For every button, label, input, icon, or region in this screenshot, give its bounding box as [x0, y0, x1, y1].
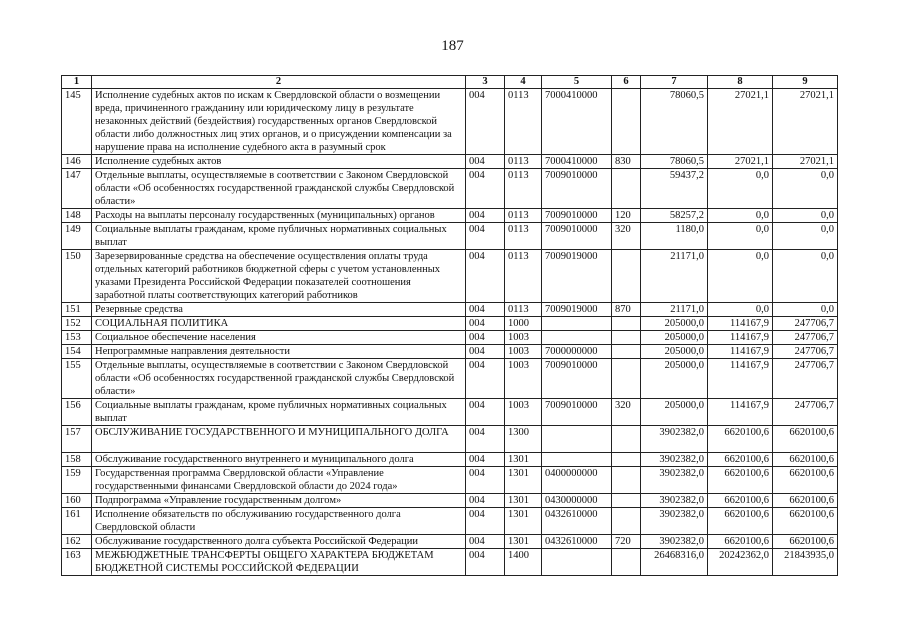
row-col-9-value: 6620100,6: [773, 467, 838, 494]
row-number: 156: [62, 399, 92, 426]
row-col-6: [612, 549, 641, 576]
row-col-6: [612, 453, 641, 467]
row-col-5: 7009019000: [542, 250, 612, 303]
row-col-6: [612, 250, 641, 303]
table-row: [62, 169, 838, 209]
table-row: [62, 549, 838, 576]
row-name: МЕЖБЮДЖЕТНЫЕ ТРАНСФЕРТЫ ОБЩЕГО ХАРАКТЕРА БЮДЖЕТАМ БЮДЖЕТНОЙ СИСТЕМЫ РОССИЙСКОЙ ФЕДЕРАЦИИ: [92, 549, 466, 576]
row-col-5: [542, 317, 612, 331]
header-col-7: 7: [641, 76, 708, 89]
row-col-9-value: 247706,7: [773, 345, 838, 359]
row-number: 152: [62, 317, 92, 331]
row-col-5: 7000000000: [542, 345, 612, 359]
row-col-8-value: 0,0: [708, 250, 773, 303]
row-col-8-value: 6620100,6: [708, 426, 773, 453]
row-number: 155: [62, 359, 92, 399]
row-number: 151: [62, 303, 92, 317]
row-col-5: [542, 549, 612, 576]
row-col-9-value: 0,0: [773, 250, 838, 303]
row-col-3: 004: [466, 250, 505, 303]
row-col-3: 004: [466, 303, 505, 317]
row-col-5: [542, 331, 612, 345]
row-col-8-value: 6620100,6: [708, 453, 773, 467]
row-col-3: 004: [466, 535, 505, 549]
row-col-6: [612, 426, 641, 453]
row-name: Социальные выплаты гражданам, кроме публичных нормативных социальных выплат: [92, 399, 466, 426]
table-row: [62, 535, 838, 549]
row-col-9-value: 6620100,6: [773, 426, 838, 453]
header-col-2: 2: [92, 76, 466, 89]
row-col-9-value: 0,0: [773, 169, 838, 209]
row-number: 159: [62, 467, 92, 494]
row-col-6: [612, 89, 641, 155]
row-col-3: 004: [466, 453, 505, 467]
row-col-9-value: 6620100,6: [773, 453, 838, 467]
row-col-7-value: 205000,0: [641, 317, 708, 331]
header-col-3: 3: [466, 76, 505, 89]
row-col-4: 1003: [505, 399, 542, 426]
row-col-9-value: 27021,1: [773, 155, 838, 169]
row-col-8-value: 114167,9: [708, 359, 773, 399]
row-col-4: 1400: [505, 549, 542, 576]
row-col-8-value: 114167,9: [708, 345, 773, 359]
row-name: Отдельные выплаты, осуществляемые в соответствии с Законом Свердловской области «Об особенностях государственной гражданской службы Свердловской области»: [92, 169, 466, 209]
row-col-5: 7009010000: [542, 223, 612, 250]
row-col-6: [612, 169, 641, 209]
row-col-8-value: 6620100,6: [708, 508, 773, 535]
row-col-7-value: 205000,0: [641, 331, 708, 345]
table-row: [62, 303, 838, 317]
row-number: 145: [62, 89, 92, 155]
table-row: [62, 155, 838, 169]
row-col-5: 7009010000: [542, 209, 612, 223]
row-col-8-value: 0,0: [708, 303, 773, 317]
row-col-5: 0432610000: [542, 508, 612, 535]
row-col-7-value: 3902382,0: [641, 494, 708, 508]
row-col-5: 0430000000: [542, 494, 612, 508]
row-col-6: [612, 345, 641, 359]
row-col-9-value: 6620100,6: [773, 508, 838, 535]
row-col-4: 0113: [505, 89, 542, 155]
header-col-5: 5: [542, 76, 612, 89]
row-col-9-value: 6620100,6: [773, 535, 838, 549]
row-col-9-value: 247706,7: [773, 359, 838, 399]
row-col-4: 0113: [505, 169, 542, 209]
row-col-8-value: 0,0: [708, 223, 773, 250]
row-name: Исполнение судебных актов по искам к Свердловской области о возмещении вреда, причиненного гражданину или юридическому лицу в результате незаконных действий (бездействия) государственных органов Свердловской области либо должностных лиц этих органов, и о присуждении компенсации за нарушение права на исполнение судебного акта в разумный срок: [92, 89, 466, 155]
row-col-3: 004: [466, 345, 505, 359]
row-name: Социальные выплаты гражданам, кроме публичных нормативных социальных выплат: [92, 223, 466, 250]
table-row: [62, 209, 838, 223]
header-col-4: 4: [505, 76, 542, 89]
row-col-5: 7009010000: [542, 359, 612, 399]
row-col-7-value: 205000,0: [641, 359, 708, 399]
row-col-6: [612, 317, 641, 331]
row-number: 161: [62, 508, 92, 535]
row-col-8-value: 6620100,6: [708, 494, 773, 508]
row-col-9-value: 0,0: [773, 303, 838, 317]
row-name: Отдельные выплаты, осуществляемые в соответствии с Законом Свердловской области «Об особенностях государственной гражданской службы Свердловской области»: [92, 359, 466, 399]
page-number: 187: [441, 38, 464, 54]
row-col-4: 1301: [505, 508, 542, 535]
row-col-7-value: 26468316,0: [641, 549, 708, 576]
header-col-6: 6: [612, 76, 641, 89]
table-row: [62, 345, 838, 359]
row-col-7-value: 78060,5: [641, 89, 708, 155]
row-name: Расходы на выплаты персоналу государственных (муниципальных) органов: [92, 209, 466, 223]
row-col-4: 1003: [505, 359, 542, 399]
row-name: Резервные средства: [92, 303, 466, 317]
row-col-4: 1003: [505, 331, 542, 345]
row-col-4: 0113: [505, 155, 542, 169]
row-col-4: 1301: [505, 494, 542, 508]
row-col-4: 1003: [505, 345, 542, 359]
row-col-9-value: 247706,7: [773, 331, 838, 345]
row-col-4: 0113: [505, 303, 542, 317]
row-col-3: 004: [466, 359, 505, 399]
row-col-4: 0113: [505, 223, 542, 250]
table-row: [62, 467, 838, 494]
row-col-4: 1301: [505, 535, 542, 549]
row-col-3: 004: [466, 467, 505, 494]
table-row: [62, 317, 838, 331]
table-row: [62, 426, 838, 453]
row-col-8-value: 0,0: [708, 169, 773, 209]
row-col-7-value: 21171,0: [641, 250, 708, 303]
row-col-6: 320: [612, 223, 641, 250]
row-name: Подпрограмма «Управление государственным долгом»: [92, 494, 466, 508]
row-col-5: 7009010000: [542, 169, 612, 209]
row-col-6: [612, 494, 641, 508]
row-col-4: 1301: [505, 453, 542, 467]
row-col-3: 004: [466, 508, 505, 535]
row-col-8-value: 20242362,0: [708, 549, 773, 576]
row-col-3: 004: [466, 426, 505, 453]
row-col-8-value: 114167,9: [708, 317, 773, 331]
row-number: 163: [62, 549, 92, 576]
row-name: Социальное обеспечение населения: [92, 331, 466, 345]
row-col-5: [542, 453, 612, 467]
row-col-7-value: 1180,0: [641, 223, 708, 250]
row-col-3: 004: [466, 89, 505, 155]
row-number: 160: [62, 494, 92, 508]
table-row: [62, 494, 838, 508]
row-col-5: 7009010000: [542, 399, 612, 426]
row-col-5: 7009019000: [542, 303, 612, 317]
row-number: 148: [62, 209, 92, 223]
row-col-5: 7000410000: [542, 155, 612, 169]
row-col-6: [612, 331, 641, 345]
row-col-7-value: 3902382,0: [641, 467, 708, 494]
row-number: 162: [62, 535, 92, 549]
row-col-5: [542, 426, 612, 453]
row-col-3: 004: [466, 169, 505, 209]
row-col-4: 1000: [505, 317, 542, 331]
row-col-6: 870: [612, 303, 641, 317]
row-number: 154: [62, 345, 92, 359]
row-col-6: [612, 508, 641, 535]
row-col-6: [612, 359, 641, 399]
row-name: СОЦИАЛЬНАЯ ПОЛИТИКА: [92, 317, 466, 331]
row-col-7-value: 58257,2: [641, 209, 708, 223]
table-row: [62, 89, 838, 155]
row-number: 158: [62, 453, 92, 467]
row-name: ОБСЛУЖИВАНИЕ ГОСУДАРСТВЕННОГО И МУНИЦИПАЛЬНОГО ДОЛГА: [92, 426, 466, 453]
row-col-7-value: 3902382,0: [641, 453, 708, 467]
row-col-8-value: 6620100,6: [708, 535, 773, 549]
row-col-9-value: 0,0: [773, 209, 838, 223]
row-col-3: 004: [466, 317, 505, 331]
row-number: 150: [62, 250, 92, 303]
row-name: Исполнение обязательств по обслуживанию государственного долга Свердловской области: [92, 508, 466, 535]
header-col-9: 9: [773, 76, 838, 89]
row-col-3: 004: [466, 155, 505, 169]
row-col-3: 004: [466, 223, 505, 250]
row-col-7-value: 3902382,0: [641, 535, 708, 549]
row-col-9-value: 27021,1: [773, 89, 838, 155]
table-row: [62, 250, 838, 303]
table-header-row: [62, 76, 838, 89]
row-col-3: 004: [466, 209, 505, 223]
row-col-9-value: 0,0: [773, 223, 838, 250]
row-col-3: 004: [466, 549, 505, 576]
row-number: 146: [62, 155, 92, 169]
row-col-3: 004: [466, 399, 505, 426]
row-col-6: [612, 467, 641, 494]
row-col-6: 720: [612, 535, 641, 549]
row-col-9-value: 247706,7: [773, 399, 838, 426]
table-row: [62, 453, 838, 467]
row-col-4: 1300: [505, 426, 542, 453]
table-row: [62, 508, 838, 535]
row-col-3: 004: [466, 331, 505, 345]
row-col-3: 004: [466, 494, 505, 508]
row-col-6: 830: [612, 155, 641, 169]
row-number: 153: [62, 331, 92, 345]
header-col-8: 8: [708, 76, 773, 89]
row-name: Непрограммные направления деятельности: [92, 345, 466, 359]
row-col-9-value: 6620100,6: [773, 494, 838, 508]
row-number: 147: [62, 169, 92, 209]
row-col-4: 1301: [505, 467, 542, 494]
table-row: [62, 399, 838, 426]
row-col-8-value: 114167,9: [708, 399, 773, 426]
row-col-7-value: 3902382,0: [641, 426, 708, 453]
row-col-9-value: 21843935,0: [773, 549, 838, 576]
row-col-4: 0113: [505, 250, 542, 303]
row-col-5: 0432610000: [542, 535, 612, 549]
row-col-8-value: 0,0: [708, 209, 773, 223]
table-row: [62, 223, 838, 250]
row-col-7-value: 78060,5: [641, 155, 708, 169]
row-col-7-value: 21171,0: [641, 303, 708, 317]
row-col-5: 0400000000: [542, 467, 612, 494]
row-col-8-value: 6620100,6: [708, 467, 773, 494]
row-col-4: 0113: [505, 209, 542, 223]
row-number: 149: [62, 223, 92, 250]
row-col-7-value: 3902382,0: [641, 508, 708, 535]
header-col-1: 1: [62, 76, 92, 89]
row-col-7-value: 59437,2: [641, 169, 708, 209]
row-name: Государственная программа Свердловской области «Управление государственными финансами Свердловской области до 2024 года»: [92, 467, 466, 494]
row-col-8-value: 114167,9: [708, 331, 773, 345]
budget-table: [61, 75, 838, 576]
row-col-5: 7000410000: [542, 89, 612, 155]
row-col-7-value: 205000,0: [641, 399, 708, 426]
row-col-9-value: 247706,7: [773, 317, 838, 331]
table-row: [62, 359, 838, 399]
row-col-8-value: 27021,1: [708, 89, 773, 155]
row-name: Обслуживание государственного внутреннего и муниципального долга: [92, 453, 466, 467]
row-name: Обслуживание государственного долга субъекта Российской Федерации: [92, 535, 466, 549]
row-number: 157: [62, 426, 92, 453]
table-row: [62, 331, 838, 345]
row-name: Исполнение судебных актов: [92, 155, 466, 169]
row-col-8-value: 27021,1: [708, 155, 773, 169]
row-col-6: 120: [612, 209, 641, 223]
row-name: Зарезервированные средства на обеспечение осуществления оплаты труда отдельных категорий работников бюджетной сферы с учетом установленных указами Президента Российской Федерации показателей соотношения заработной платы соответствующих категорий работников: [92, 250, 466, 303]
row-col-7-value: 205000,0: [641, 345, 708, 359]
row-col-6: 320: [612, 399, 641, 426]
table-body: [62, 89, 838, 576]
